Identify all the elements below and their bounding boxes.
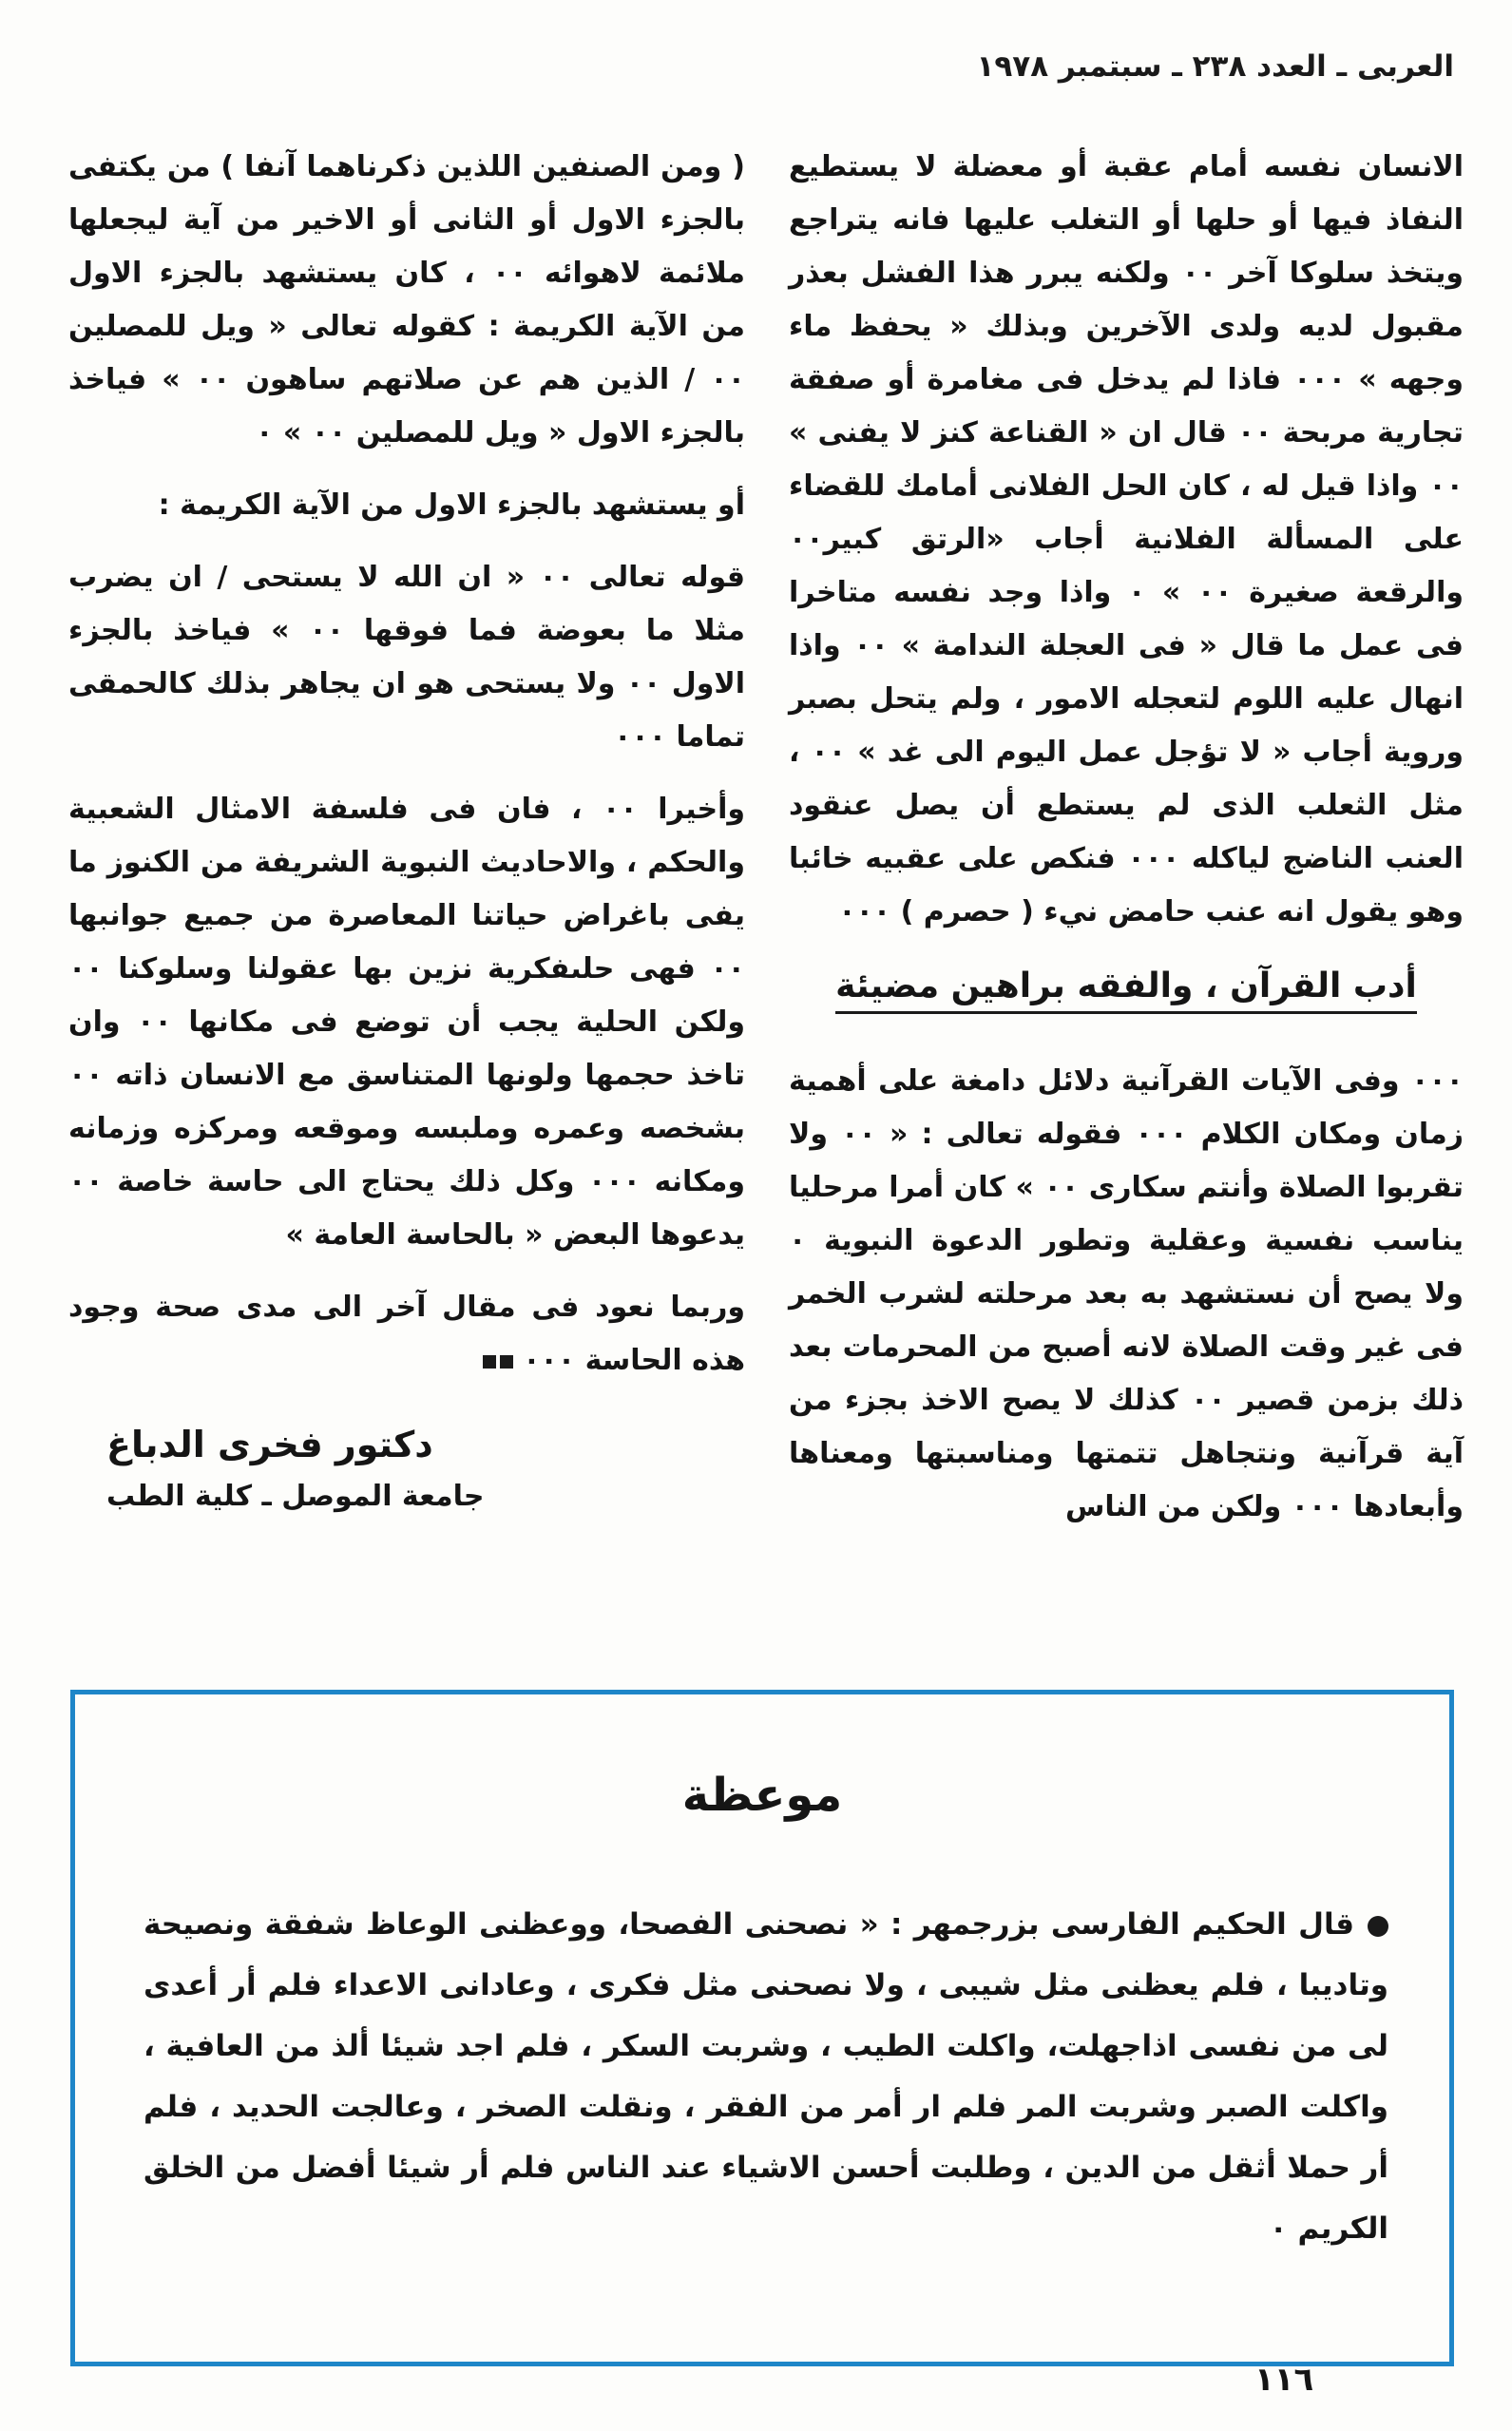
closing-text: وربما نعود فى مقال آخر الى مدى صحة وجود هذه الحاسة ٠٠٠ bbox=[68, 1291, 745, 1377]
author-affiliation: جامعة الموصل ـ كلية الطب bbox=[106, 1480, 485, 1513]
end-square-icon bbox=[483, 1355, 496, 1369]
bullet-icon bbox=[1368, 1916, 1388, 1937]
box-text bbox=[144, 1894, 1388, 2259]
end-square-icon bbox=[500, 1355, 513, 1369]
article-paragraph: ٠٠٠ وفى الآيات القرآنية دلائل دامغة على أهمية زمان ومكان الكلام ٠٠٠ فقوله تعالى : « ٠٠ ولا تقربوا الصلاة وأنتم سكارى ٠٠ » كان أمرا مرحليا يناسب نفسية وعقلية وتطور الدعوة النبوية ٠ ولا يصح أن نستشهد به بعد مرحلته لشرب الخمر فى غير وقت الصلاة لانه أصبح من المحرمات بعد ذلك بزمن قصير ٠٠ كذلك لا يصح الاخذ بجزء من آية قرآنية ونتجاهل تتمتها ومناسبتها ومعناها وأبعادها ٠٠٠ ولكن من الناس bbox=[789, 1064, 1464, 1523]
sermon-box bbox=[70, 1690, 1454, 2366]
section-subheading-text: أدب القرآن ، والفقه براهين مضيئة bbox=[835, 967, 1417, 1014]
article-paragraph: ( ومن الصنفين اللذين ذكرناهما آنفا ) من يكتفى بالجزء الاول أو الثانى أو الاخير من آية ليجعلها ملائمة لاهوائه ٠٠ ، كان يستشهد بالجزء الاول من الآية الكريمة : كقوله تعالى « ويل للمصلين ٠٠ / الذين هم عن صلاتهم ساهون ٠٠ » فياخذ بالجزء الاول « ويل للمصلين ٠٠ » ٠ bbox=[68, 150, 746, 450]
article-paragraph: وأخيرا ٠٠ ، فان فى فلسفة الامثال الشعبية والحكم ، والاحاديث النبوية الشريفة من الكنوز ما يفى باغراض حياتنا المعاصرة من جميع جوانبها ٠٠ فهى حلىفكرية نزين بها عقولنا وسلوكنا ٠٠ ولكن الحلية يجب أن توضع فى مكانها ٠٠ وان تاخذ حجمها ولونها المتناسق مع الانسان ذاته ٠٠ بشخصه وعمره وملبسه وموقعه ومركزه وزمانه ومكانه ٠٠٠ وكل ذلك يحتاج الى حاسة خاصة ٠٠ يدعوها البعض « بالحاسة العامة » bbox=[68, 793, 745, 1252]
running-header: العربى ـ العدد ٢٣٨ ـ سبتمبر ١٩٧٨ bbox=[976, 49, 1454, 84]
article-column-right bbox=[789, 141, 1464, 1534]
article-paragraph: قوله تعالى ٠٠ « ان الله لا يستحى / ان يضرب مثلا ما بعوضة فما فوقها ٠٠ » فياخذ بالجزء الاول ٠٠ ولا يستحى هو ان يجاهر بذلك كالحمقى تماما ٠٠٠ bbox=[68, 561, 745, 754]
box-title: موعظة bbox=[681, 1769, 843, 1822]
article-paragraph: الانسان نفسه أمام عقبة أو معضلة لا يستطيع النفاذ فيها أو حلها أو التغلب عليها فانه يتراجع ويتخذ سلوكا آخر ٠٠ ولكنه يبرر هذا الفشل بعذر مقبول لديه ولدى الآخرين وبذلك « يحفظ ماء وجهه » ٠٠٠ فاذا لم يدخل فى مغامرة أو صفقة تجارية مربحة ٠٠ قال ان « القناعة كنز لا يفنى » ٠٠ واذا قيل له ، كان الحل الفلانى أمامك للقضاء على المسألة الفلانية أجاب «الرتق كبير٠٠ والرقعة صغيرة ٠٠ » ٠ واذا وجد نفسه متاخرا فى عمل ما قال « فى العجلة الندامة » ٠٠ واذا انهال عليه اللوم لتعجله الامور ، ولم يتحل بصبر وروية أجاب « لا تؤجل عمل اليوم الى غد » ٠٠ ، مثل الثعلب الذى لم يستطع أن يصل عنقود العنب الناضج لياكله ٠٠٠ فنكص على عقبيه خائبا وهو يقول انه عنب حامض نيء ( حصرم ) ٠٠٠ bbox=[789, 150, 1464, 928]
box-quote: قال الحكيم الفارسى بزرجمهر : « نصحنى الفصحا، ووعظنى الوعاظ شفقة ونصيحة وتاديبا ، فلم يعظنى مثل شيبى ، ولا نصحنى مثل فكرى ، وعادانى الاعداء فلم أر أعدى لى من نفسى اذاجهلت، واكلت الطيب ، وشربت السكر ، فلم اجد شيئا ألذ من العافية ، واكلت الصبر وشربت المر فلم ار أمر من الفقر ، ونقلت الصخر ، وعالجت الحديد ، فلم أر حملا أثقل من الدين ، وطلبت أحسن الاشياء عند الناس فلم أر شيئا أفضل من الخلق الكريم ٠ bbox=[144, 1907, 1388, 2246]
article-closing-paragraph bbox=[68, 1281, 745, 1388]
author-name: دكتور فخرى الدباغ bbox=[106, 1424, 433, 1465]
page-number: ١١٦ bbox=[1254, 2361, 1314, 2399]
section-subheading bbox=[789, 958, 1464, 1015]
author-signature bbox=[68, 1416, 745, 1521]
article-paragraph: أو يستشهد بالجزء الاول من الآية الكريمة : bbox=[158, 488, 745, 522]
article-column-left bbox=[68, 141, 745, 1521]
